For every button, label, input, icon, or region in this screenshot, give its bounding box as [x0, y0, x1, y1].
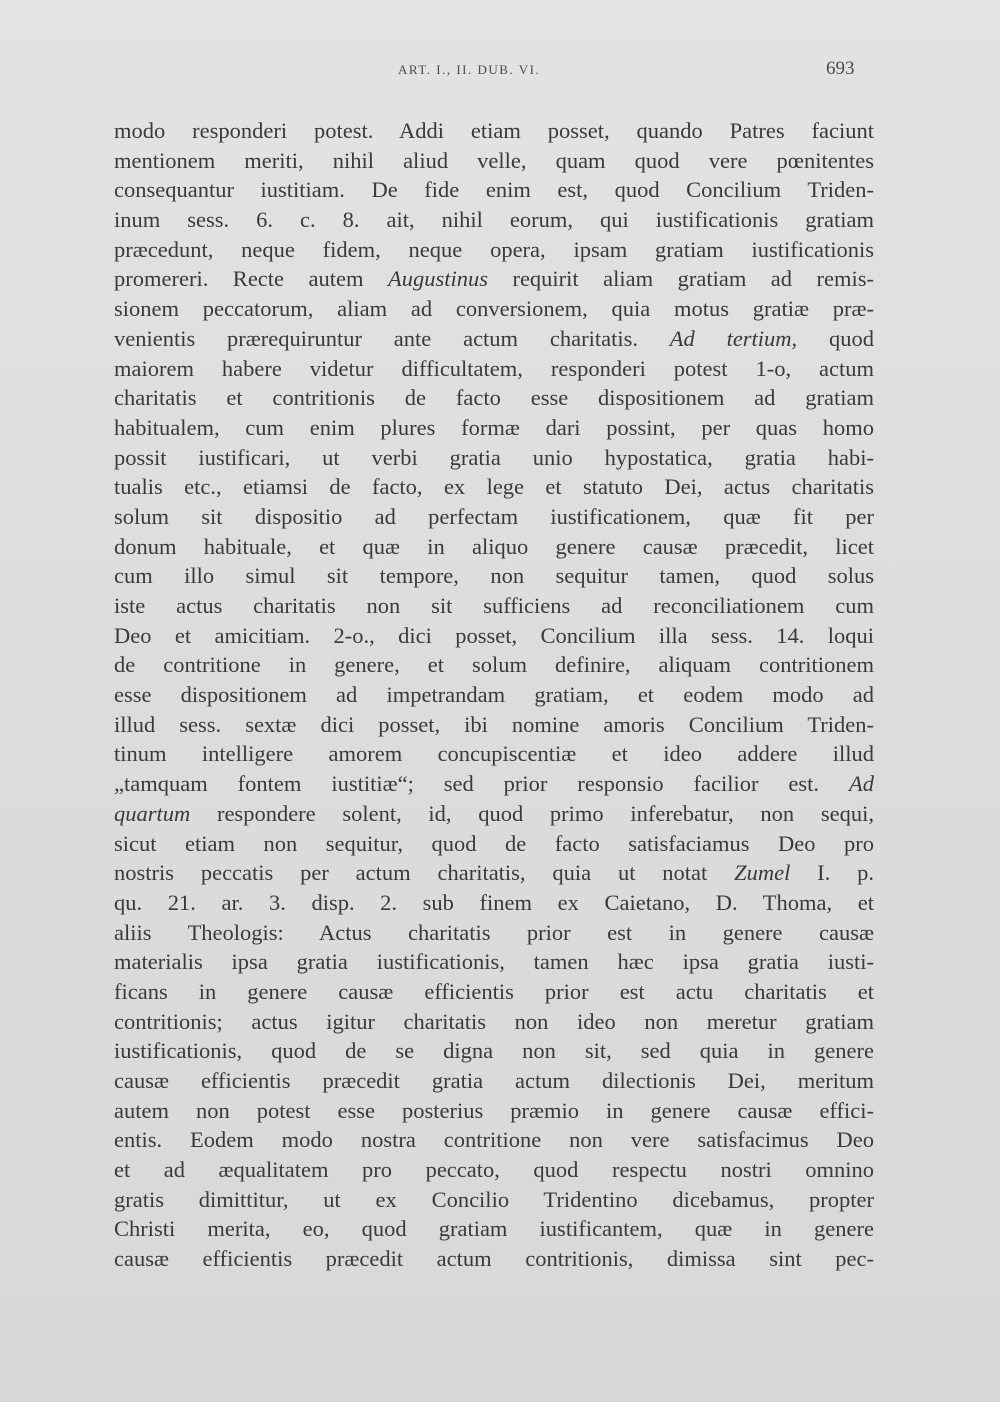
text-line	[114, 175, 874, 205]
text-segment: causæ efficientis præcedit gratia actum dilectionis Dei, meritum	[114, 1068, 874, 1093]
text-segment: requirit aliam gratiam ad remis-	[487, 266, 874, 292]
text-segment: solum sit dispositio ad perfectam iustificationem, quæ fit per	[114, 503, 874, 529]
text-segment: mentionem meriti, nihil aliud velle, quam quod vere pœnitentes	[114, 147, 874, 173]
text-line	[114, 354, 874, 384]
text-segment: charitatis et contritionis de facto esse dispositionem ad gratiam	[114, 385, 874, 411]
text-segment: aliis Theologis: Actus charitatis prior est in genere causæ	[114, 919, 874, 945]
text-line	[114, 680, 874, 710]
text-segment: iustificationis, quod de se digna non sit, sed quia in genere	[114, 1038, 874, 1064]
text-segment: modo responderi potest. Addi etiam posset, quando Patres faciunt	[114, 118, 874, 143]
text-line	[114, 294, 874, 324]
text-line	[114, 324, 874, 354]
text-line	[114, 472, 874, 502]
text-line	[114, 413, 874, 443]
page-number: 693	[826, 58, 855, 79]
text-segment: entis. Eodem modo nostra contritione non vere satisfacimus Deo	[114, 1127, 874, 1153]
text-line	[114, 205, 874, 235]
text-line	[114, 532, 874, 562]
text-line	[114, 591, 874, 621]
text-segment: tualis etc., etiamsi de facto, ex lege et statuto Dei, actus charitatis	[114, 474, 874, 500]
text-segment: „tamquam fontem iustitiæ“; sed prior responsio facilior est.	[114, 771, 849, 797]
text-line	[114, 1036, 874, 1066]
italic-text-segment: Zumel	[734, 860, 791, 886]
text-segment: promereri. Recte autem	[114, 266, 388, 292]
text-line	[114, 621, 874, 651]
text-line	[114, 710, 874, 740]
text-segment: de contritione in genere, et solum definire, aliquam contritionem	[114, 652, 874, 678]
text-segment: consequantur iustitiam. De fide enim est, quod Concilium Triden-	[114, 177, 874, 203]
body-text	[114, 116, 874, 1274]
text-line	[114, 1125, 874, 1155]
text-segment: inum sess. 6. c. 8. ait, nihil eorum, qui iustificationis gratiam	[114, 207, 874, 233]
text-segment: iste actus charitatis non sit sufficiens ad reconciliationem cum	[114, 593, 874, 618]
text-segment: nostris peccatis per actum charitatis, quia ut notat	[114, 860, 735, 886]
text-segment: illud sess. sextæ dici posset, ibi nomine amoris Concilium Triden-	[114, 711, 874, 737]
text-segment: esse dispositionem ad impetrandam gratiam, et eodem modo ad	[114, 682, 874, 708]
text-segment: maiorem habere videtur difficultatem, responderi potest 1-o, actum	[114, 355, 874, 381]
text-line	[114, 1244, 874, 1274]
text-segment: donum habituale, et quæ in aliquo genere causæ præcedit, licet	[114, 533, 874, 559]
text-line	[114, 383, 874, 413]
text-line	[114, 235, 874, 265]
text-segment: cum illo simul sit tempore, non sequitur tamen, quod solus	[114, 563, 874, 589]
text-segment: respondere solent, id, quod primo inferebatur, non sequi,	[190, 800, 874, 826]
text-segment: Christi merita, eo, quod gratiam iustificantem, quæ in genere	[114, 1216, 874, 1242]
text-line	[114, 858, 874, 888]
text-segment: Deo et amicitiam. 2-o., dici posset, Concilium illa sess. 14. loqui	[114, 622, 874, 648]
running-head: ART. I., II. DUB. VI.	[398, 62, 541, 77]
text-segment: tinum intelligere amorem concupiscentiæ et ideo addere illud	[114, 741, 874, 767]
text-line	[114, 146, 874, 176]
text-line	[114, 829, 874, 859]
text-line	[114, 1214, 874, 1244]
text-segment: sionem peccatorum, aliam ad conversionem, quia motus gratiæ præ-	[114, 296, 874, 322]
text-segment: habitualem, cum enim plures formæ dari possint, per quas homo	[114, 414, 874, 440]
text-segment: quod	[797, 325, 874, 351]
text-line	[114, 947, 874, 977]
text-segment: I. p.	[790, 860, 874, 886]
text-line	[114, 799, 874, 829]
text-line	[114, 1066, 874, 1096]
text-line	[114, 1096, 874, 1126]
text-segment: venientis prærequiruntur ante actum charitatis.	[114, 325, 670, 351]
text-segment: præcedunt, neque fidem, neque opera, ipsam gratiam iustificationis	[114, 236, 874, 262]
italic-text-segment: Augustinus	[387, 266, 488, 292]
text-line	[114, 650, 874, 680]
text-line	[114, 739, 874, 769]
italic-text-segment: quartum	[114, 800, 191, 826]
text-line	[114, 977, 874, 1007]
italic-text-segment: Ad tertium,	[669, 325, 798, 351]
text-segment: gratis dimittitur, ut ex Concilio Tridentino dicebamus, propter	[114, 1186, 874, 1212]
text-segment: qu. 21. ar. 3. disp. 2. sub finem ex Caietano, D. Thoma, et	[114, 889, 874, 915]
text-line	[114, 116, 874, 146]
text-line	[114, 918, 874, 948]
text-line	[114, 502, 874, 532]
text-segment: sicut etiam non sequitur, quod de facto satisfaciamus Deo pro	[114, 830, 874, 856]
text-line	[114, 443, 874, 473]
text-segment: contritionis; actus igitur charitatis non ideo non meretur gratiam	[114, 1008, 874, 1034]
text-line	[114, 1155, 874, 1185]
text-line	[114, 1185, 874, 1215]
text-segment: causæ efficientis præcedit actum contritionis, dimissa sint pec-	[114, 1246, 874, 1272]
text-line	[114, 1007, 874, 1037]
text-line	[114, 264, 874, 294]
text-segment: et ad æqualitatem pro peccato, quod respectu nostri omnino	[114, 1157, 874, 1183]
text-segment: materialis ipsa gratia iustificationis, tamen hæc ipsa gratia iusti-	[114, 949, 874, 975]
italic-text-segment: Ad	[849, 771, 874, 797]
text-line	[114, 561, 874, 591]
text-line	[114, 888, 874, 918]
text-line	[114, 769, 874, 799]
text-segment: ficans in genere causæ efficientis prior est actu charitatis et	[114, 978, 874, 1004]
text-segment: autem non potest esse posterius præmio in genere causæ effici-	[114, 1097, 874, 1123]
text-segment: possit iustificari, ut verbi gratia unio hypostatica, gratia habi-	[114, 444, 874, 470]
